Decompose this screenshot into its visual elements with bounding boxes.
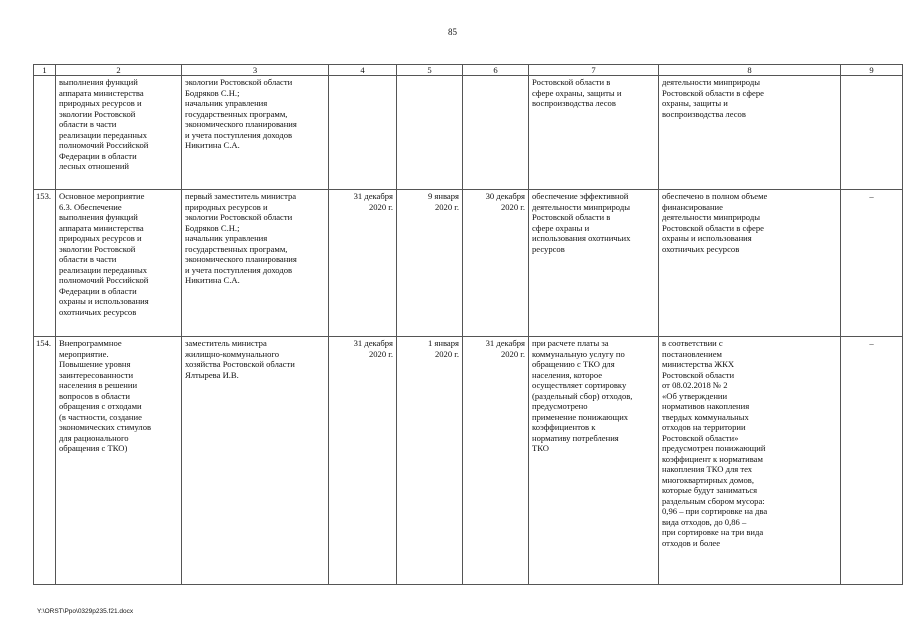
column-header: 6 [463, 65, 529, 76]
row-number: 153. [34, 190, 56, 337]
column-header: 3 [182, 65, 329, 76]
start-date: 9 января 2020 г. [397, 190, 463, 337]
measures-table [33, 64, 903, 585]
notes [841, 76, 903, 190]
responsible-person: первый заместитель министра природных ресурсов и экологии Ростовской области Бодряков С.Н.; начальник управления государственных программ, экономического планирования и учета поступления доходов Никитина С.А. [182, 190, 329, 337]
responsible-person: экологии Ростовской области Бодряков С.Н.; начальник управления государственных программ, экономического планирования и учета поступления доходов Никитина С.А. [182, 76, 329, 190]
end-date: 30 декабря 2020 г. [463, 190, 529, 337]
column-header: 8 [659, 65, 841, 76]
measure-name: Внепрограммное мероприятие. Повышение уровня заинтересованности населения в решении вопросов в области обращения с отходами (в частности, создание экономических стимулов для рационального обращения с ТКО) [56, 337, 182, 585]
measure-name: Основное мероприятие 6.3. Обеспечение выполнения функций аппарата министерства природных ресурсов и экологии Ростовской области в части реализации переданных полномочий Российской Федерации в области охраны и использования охотничьих ресурсов [56, 190, 182, 337]
planned-date: 31 декабря 2020 г. [329, 337, 397, 585]
file-path-footer: Y:\ORST\Ppo\0329p235.f21.docx [37, 608, 134, 615]
end-date [463, 76, 529, 190]
notes: – [841, 337, 903, 585]
responsible-person: заместитель министра жилищно-коммунального хозяйства Ростовской области Ялтырева И.В. [182, 337, 329, 585]
column-header: 1 [34, 65, 56, 76]
page-number: 85 [448, 27, 457, 37]
table-row [34, 337, 903, 585]
start-date: 1 января 2020 г. [397, 337, 463, 585]
column-header: 2 [56, 65, 182, 76]
actual-result: деятельности минприроды Ростовской области в сфере охраны, защиты и воспроизводства лесов [659, 76, 841, 190]
expected-result: Ростовской области в сфере охраны, защиты и воспроизводства лесов [529, 76, 659, 190]
start-date [397, 76, 463, 190]
expected-result: при расчете платы за коммунальную услугу по обращению с ТКО для населения, которое осуществляет сортировку (раздельный сбор) отходов, предусмотрено применение понижающих коэффициентов к нормативу потребления ТКО [529, 337, 659, 585]
column-number-row [34, 65, 903, 76]
column-header: 5 [397, 65, 463, 76]
measure-name: выполнения функций аппарата министерства природных ресурсов и экологии Ростовской области в части реализации переданных полномочий Российской Федерации в области лесных отношений [56, 76, 182, 190]
column-header: 4 [329, 65, 397, 76]
expected-result: обеспечение эффективной деятельности минприроды Ростовской области в сфере охраны и использования охотничьих ресурсов [529, 190, 659, 337]
table-row [34, 190, 903, 337]
column-header: 7 [529, 65, 659, 76]
row-number [34, 76, 56, 190]
actual-result: в соответствии с постановлением министерства ЖКХ Ростовской области от 08.02.2018 № 2 «Об утверждении нормативов накопления твердых коммунальных отходов на территории Ростовской области» предусмотрен понижающий коэффициент к нормативам накопления ТКО для тех многоквартирных домов, которые будут заниматься раздельным сбором мусора: 0,96 – при сортировке на два вида отходов, до 0,86 – при сортировке на три вида отходов и более [659, 337, 841, 585]
actual-result: обеспечено в полном объеме финансирование деятельности минприроды Ростовской области в сфере охраны и использования охотничьих ресурсов [659, 190, 841, 337]
planned-date [329, 76, 397, 190]
notes: – [841, 190, 903, 337]
table-row [34, 76, 903, 190]
end-date: 31 декабря 2020 г. [463, 337, 529, 585]
column-header: 9 [841, 65, 903, 76]
row-number: 154. [34, 337, 56, 585]
planned-date: 31 декабря 2020 г. [329, 190, 397, 337]
